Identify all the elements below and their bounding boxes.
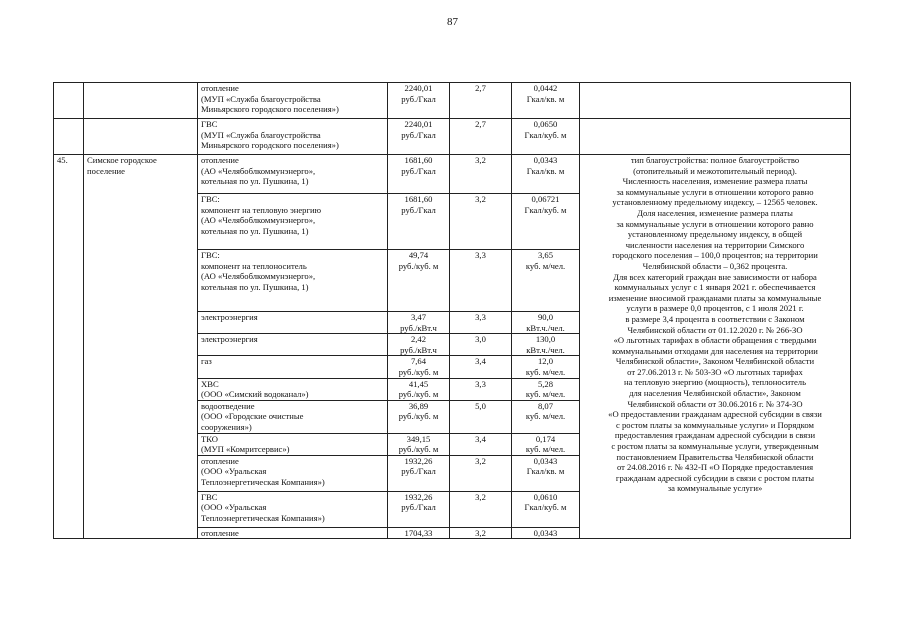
service-cell: ХВС (ООО «Симский водоканал»)	[198, 378, 388, 400]
municipality-cell	[84, 83, 198, 119]
percent-cell: 3,0	[450, 334, 512, 356]
percent-cell: 3,2	[450, 455, 512, 491]
norm-cell: 12,0 куб. м/чел.	[512, 356, 580, 378]
price-cell: 1681,60 руб./Гкал	[388, 194, 450, 250]
row-number-cell: 45.	[54, 155, 84, 539]
price-cell: 49,74 руб./куб. м	[388, 250, 450, 312]
price-cell: 2240,01 руб./Гкал	[388, 83, 450, 119]
percent-cell: 3,4	[450, 356, 512, 378]
norm-cell: 8,07 куб. м/чел.	[512, 400, 580, 433]
note-cell	[580, 119, 851, 155]
municipality-cell	[84, 119, 198, 155]
service-cell: ГВС (МУП «Служба благоустройства Миньярского городского поселения»)	[198, 119, 388, 155]
service-cell: ГВС (ООО «Уральская Теплоэнергетическая Компания»)	[198, 491, 388, 527]
municipality-cell: Симское городское поселение	[84, 155, 198, 539]
price-cell: 3,47 руб./кВт.ч	[388, 312, 450, 334]
note-text: тип благоустройства: полное благоустройство (отопительный и межотопительный период). Численность населения, изменение размера платы за коммунальные услуги в отношении которого равно установленному предельному индексу, – 12565 человек. Доля населения, изменение размера платы за коммунальные услуги в отношении которого равно установленному предельному индексу, в общей численности населения на территории Симского городского поселения – 100,0 процентов; на территории Челябинской области – 0,362 процента. Для всех категорий граждан вне зависимости от набора коммунальных услуг с 1 января 2021 г. обеспечивается изменение вносимой гражданами платы за коммунальные услуги в размере 0,0 процентов, с 1 июля 2021 г. в размере 3,4 процента в соответствии с Законом Челябинской области от 01.12.2020 г. № 266-ЗО «О льготных тарифах в области обращения с твердыми коммунальными отходами для населения на территории Челябинской области», Законом Челябинской области от 27.06.2013 г. № 503-ЗО «О льготных тарифах на тепловую энергию (мощность), теплоноситель для населения Челябинской области», Законом Челябинской области от 30.06.2016 г. № 374-ЗО «О предоставлении гражданам адресной субсидии в связи с ростом платы за коммунальные услуги» и Порядком предоставления гражданам адресной субсидии в связи с ростом платы за коммунальные услуги, утвержденным постановлением Правительства Челябинской области от 24.08.2016 г. № 432-П «О Порядке предоставления гражданам адресной субсидии в связи с ростом платы за коммунальные услуги»	[580, 155, 851, 539]
percent-cell: 3,2	[450, 491, 512, 527]
norm-cell: 0,0442 Гкал/кв. м	[512, 83, 580, 119]
service-cell: водоотведение (ООО «Городские очистные сооружения»)	[198, 400, 388, 433]
table-row	[54, 155, 851, 194]
table-row	[54, 119, 851, 155]
price-cell: 1932,26 руб./Гкал	[388, 491, 450, 527]
service-cell: газ	[198, 356, 388, 378]
percent-cell: 3,2	[450, 155, 512, 194]
norm-cell: 0,0343	[512, 527, 580, 539]
price-cell: 1704,33	[388, 527, 450, 539]
price-cell: 36,89 руб./куб. м	[388, 400, 450, 433]
norm-cell: 90,0 кВт.ч./чел.	[512, 312, 580, 334]
price-cell: 349,15 руб./куб. м	[388, 433, 450, 455]
percent-cell: 2,7	[450, 83, 512, 119]
service-cell: электроэнергия	[198, 334, 388, 356]
percent-cell: 5,0	[450, 400, 512, 433]
percent-cell: 2,7	[450, 119, 512, 155]
price-cell: 1681,60 руб./Гкал	[388, 155, 450, 194]
norm-cell: 5,28 куб. м/чел.	[512, 378, 580, 400]
service-cell: отопление (МУП «Служба благоустройства Миньярского городского поселения»)	[198, 83, 388, 119]
price-cell: 41,45 руб./куб. м	[388, 378, 450, 400]
norm-cell: 0,0610 Гкал/куб. м	[512, 491, 580, 527]
table-row	[54, 83, 851, 119]
service-cell: отопление (ООО «Уральская Теплоэнергетическая Компания»)	[198, 455, 388, 491]
service-cell: ГВС: компонент на теплоноситель (АО «Челябоблкоммунэнерго», котельная по ул. Пушкина, 1)	[198, 250, 388, 312]
row-number-cell	[54, 119, 84, 155]
norm-cell: 0,0343 Гкал/кв. м	[512, 455, 580, 491]
service-cell: отопление (АО «Челябоблкоммунэнерго», котельная по ул. Пушкина, 1)	[198, 155, 388, 194]
norm-cell: 0,06721 Гкал/куб. м	[512, 194, 580, 250]
norm-cell: 0,0343 Гкал/кв. м	[512, 155, 580, 194]
norm-cell: 0,0650 Гкал/куб. м	[512, 119, 580, 155]
price-cell: 7,64 руб./куб. м	[388, 356, 450, 378]
service-cell: электроэнергия	[198, 312, 388, 334]
price-cell: 2,42 руб./кВт.ч	[388, 334, 450, 356]
norm-cell: 0,174 куб. м/чел.	[512, 433, 580, 455]
note-cell	[580, 83, 851, 119]
percent-cell: 3,2	[450, 194, 512, 250]
percent-cell: 3,3	[450, 250, 512, 312]
service-cell: ТКО (МУП «Комритсервис»)	[198, 433, 388, 455]
service-cell: ГВС: компонент на тепловую энергию (АО «Челябоблкоммунэнерго», котельная по ул. Пушкина, 1)	[198, 194, 388, 250]
service-cell: отопление	[198, 527, 388, 539]
percent-cell: 3,4	[450, 433, 512, 455]
percent-cell: 3,3	[450, 312, 512, 334]
row-number-cell	[54, 83, 84, 119]
price-cell: 2240,01 руб./Гкал	[388, 119, 450, 155]
norm-cell: 3,65 куб. м/чел.	[512, 250, 580, 312]
percent-cell: 3,2	[450, 527, 512, 539]
norm-cell: 130,0 кВт.ч./чел.	[512, 334, 580, 356]
tariff-table	[53, 82, 851, 539]
percent-cell: 3,3	[450, 378, 512, 400]
price-cell: 1932,26 руб./Гкал	[388, 455, 450, 491]
page-number: 87	[447, 16, 458, 28]
